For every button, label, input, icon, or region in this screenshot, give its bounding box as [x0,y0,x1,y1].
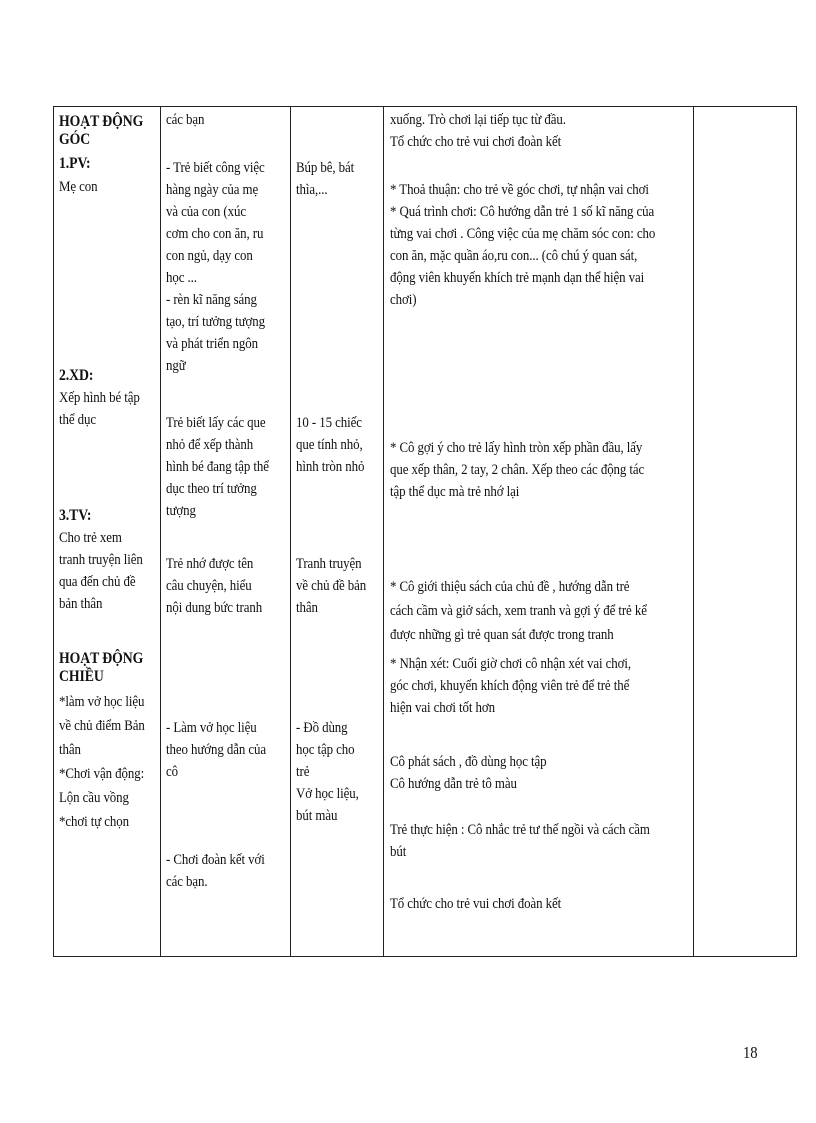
heading-hoat-dong-chieu: HOẠT ĐỘNG CHIỀU [59,650,144,685]
procedure-afternoon-practice: Trẻ thực hiện : Cô nhắc trẻ tư thế ngồi và cách cầm bút [390,822,650,860]
corner-tv-title: 3.TV: [59,507,92,524]
objective-afternoon-workbook: - Làm vở học liệu theo hướng dẫn của cô [166,720,267,780]
column-divider [693,107,694,956]
materials-xd: 10 - 15 chiếc que tính nhỏ, hình tròn nhỏ [296,415,365,475]
corner-pv-title: 1.PV: [59,155,91,172]
column-divider [383,107,384,956]
corner-xd-title: 2.XD: [59,367,94,384]
activity-column [54,107,160,956]
objective-afternoon-play: - Chơi đoàn kết với các bạn. [166,852,265,890]
objective-tv: Trẻ nhớ được tên câu chuyện, hiểu nội dung bức tranh [166,556,263,616]
notes-column [695,107,796,956]
materials-column [292,107,383,956]
materials-pv: Búp bê, bát thìa,... [296,160,355,198]
procedure-review: * Nhận xét: Cuối giờ chơi cô nhận xét vai chơi, góc chơi, khuyến khích động viên trẻ để trẻ thể hiện vai chơi tốt hơn [390,656,632,716]
objective-xd: Trẻ biết lấy các que nhỏ để xếp thành hình bé đang tập thể dục theo trí tưởng tượng [166,415,269,519]
procedure-afternoon-workbook: Cô phát sách , đồ dùng học tập Cô hướng dẫn trẻ tô màu [390,754,547,792]
corner-tv-text: Cho trẻ xem tranh truyện liên qua đến chủ đề bản thân [59,530,143,612]
objective-continued: các bạn [166,112,205,128]
procedure-column [385,107,693,956]
activity-table [53,106,797,957]
heading-hoat-dong-goc: HOẠT ĐỘNG GÓC [59,113,144,148]
objectives-column [162,107,290,956]
materials-tv: Tranh truyện về chủ đề bản thân [296,556,367,616]
procedure-pv: * Thoả thuận: cho trẻ về góc chơi, tự nhận vai chơi * Quá trình chơi: Cô hướng dẫn trẻ 1 số kĩ năng của từng vai chơi . Công việc của mẹ chăm sóc con: cho con ăn, mặc quần áo,ru con... (cô chú ý quan sát, động viên khuyến khích trẻ mạnh dạn thể hiện vai chơi) [390,182,656,308]
procedure-afternoon-play: Tổ chức cho trẻ vui chơi đoàn kết [390,896,562,912]
objective-pv: - Trẻ biết công việc hàng ngày của mẹ và của con (xúc cơm cho con ăn, ru con ngủ, dạy con học ... - rèn kĩ năng sáng tạo, trí tưởng tượng và phát triển ngôn ngữ [166,160,266,374]
corner-xd-text: Xếp hình bé tập thể dục [59,390,140,428]
materials-afternoon: - Đồ dùng học tập cho trẻ Vở học liệu, bút màu [296,720,359,824]
procedure-tv: * Cô giới thiệu sách của chủ đề , hướng dẫn trẻ cách cầm và giở sách, xem tranh và gợi ý để trẻ kể được những gì trẻ quan sát được trong tranh [390,579,647,643]
corner-pv-text: Mẹ con [59,179,98,195]
afternoon-activities-text: *làm vở học liệu về chủ điểm Bản thân *Chơi vận động: Lộn cầu vồng *chơi tự chọn [59,694,145,830]
procedure-xd: * Cô gợi ý cho trẻ lấy hình tròn xếp phần đầu, lấy que xếp thân, 2 tay, 2 chân. Xếp theo các động tác tập thể dục mà trẻ nhớ lại [390,440,645,500]
procedure-continued: xuống. Trò chơi lại tiếp tục từ đầu. Tổ chức cho trẻ vui chơi đoàn kết [390,112,566,150]
page-number: 18 [743,1043,758,1062]
